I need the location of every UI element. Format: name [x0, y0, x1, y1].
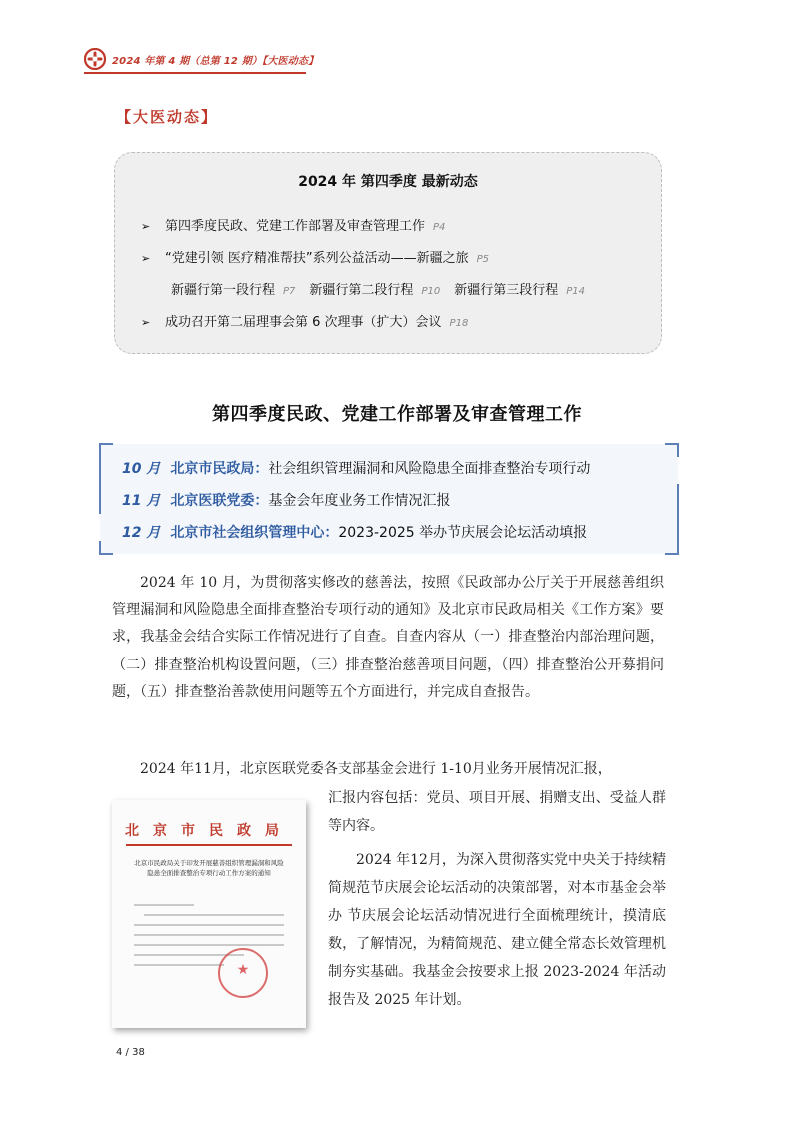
toc-subitem-page: P14 [566, 286, 585, 297]
section-tag: 【大医动态】 [116, 108, 219, 126]
arrow-bullet-icon: ➢ [141, 316, 151, 329]
box-edge [99, 456, 101, 514]
toc-item[interactable] [141, 311, 468, 330]
toc-subitem-text: 新疆行第三段行程 [454, 283, 559, 298]
toc-title: 2024 年 第四季度 最新动态 [298, 174, 478, 190]
toc-item-page: P5 [476, 254, 490, 265]
month-desc: 基金会年度业务工作情况汇报 [268, 493, 451, 509]
page-header [84, 48, 318, 70]
box-corner [665, 443, 679, 457]
doc-heading: 北京市民政局 [125, 823, 293, 839]
toc-item-text: 第四季度民政、党建工作部署及审查管理工作 [165, 219, 426, 234]
month-summary-box [100, 444, 678, 554]
toc-item[interactable] [141, 215, 445, 234]
box-corner [99, 443, 113, 457]
month-desc: 2023-2025 举办节庆展会论坛活动填报 [338, 525, 588, 541]
toc-item-text: 成功召开第二届理事会第 6 次理事（扩大）会议 [165, 315, 442, 330]
toc-item-page: P4 [433, 222, 446, 233]
month-row [122, 490, 450, 510]
heart-cross-logo-icon [84, 48, 106, 70]
toc-subitem[interactable] [309, 279, 440, 298]
toc-subitem[interactable] [454, 279, 585, 298]
doc-text-line [134, 944, 284, 946]
seal-star-icon: ★ [236, 962, 250, 978]
arrow-bullet-icon: ➢ [141, 220, 151, 233]
toc-box [114, 152, 662, 354]
doc-subtitle: 北京市民政局关于印发开展慈善组织管理漏洞和风险隐患全面排查整治专项行动工作方案的通知 [134, 859, 284, 877]
month-label: 11 月 [122, 493, 161, 509]
month-row [122, 458, 590, 478]
toc-item-text: “党建引领 医疗精准帮扶”系列公益活动——新疆之旅 [165, 251, 469, 266]
box-edge [677, 484, 679, 542]
toc-subitem-page: P7 [283, 286, 296, 297]
box-corner [99, 541, 113, 555]
toc-subitem[interactable] [171, 279, 295, 298]
month-org: 北京市民政局： [170, 461, 269, 477]
body-paragraph: 2024 年11月，北京医联党委各支部基金会进行 1-10月业务开展情况汇报， [140, 761, 612, 777]
doc-red-rule [126, 844, 292, 846]
month-desc: 社会组织管理漏洞和风险隐患全面排查整治专项行动 [268, 461, 591, 477]
month-label: 12 月 [122, 525, 161, 541]
month-row [122, 522, 587, 542]
toc-subitem-text: 新疆行第一段行程 [171, 283, 276, 298]
doc-text-line [134, 934, 284, 936]
month-label: 10 月 [122, 461, 161, 477]
body-paragraph: 2024 年 10 月，为贯彻落实修改的慈善法，按照《民政部办公厅关于开展慈善组织管理漏洞和风险隐患全面排查整治专项行动的通知》及北京市民政局相关《工作方案》要求，我基金会结合实际工作情况进行了自查。自查内容从（一）排查整治内部治理问题，（二）排查整治机构设置问题，（三）排查整治慈善项目问题，（四）排查整治公开募捐问题，（五）排查整治善款使用问题等五个方面进行，并完成自查报告。 [112, 575, 664, 700]
article-title: 第四季度民政、党建工作部署及审查管理工作 [212, 404, 582, 425]
toc-subitems [171, 279, 599, 298]
toc-subitem-page: P10 [421, 286, 441, 297]
toc-item[interactable] [141, 247, 489, 266]
doc-text-line [134, 924, 284, 926]
month-org: 北京医联党委： [170, 493, 269, 509]
body-paragraph-continued: 汇报内容包括：党员、项目开展、捐赠支出、受益人群等内容。 [328, 790, 666, 834]
doc-text-line [144, 914, 284, 916]
official-seal-icon [218, 948, 268, 998]
page-number: 4 / 38 [116, 1047, 145, 1058]
header-divider [84, 72, 306, 74]
header-issue-text: 2024 年第 4 期（总第 12 期）【大医动态】 [112, 55, 319, 67]
month-org: 北京市社会组织管理中心： [170, 525, 339, 541]
doc-text-line [134, 964, 224, 966]
toc-item-page: P18 [449, 318, 469, 329]
arrow-bullet-icon: ➢ [141, 252, 151, 265]
body-paragraph: 2024 年12月，为深入贯彻落实党中央关于持续精简规范节庆展会论坛活动的决策部署，对本市基金会举办 节庆展会论坛活动情况进行全面梳理统计，摸清底数，了解情况，为精简规范、建立健全常态长效管理机制夯实基础。我基金会按要求上报 2023-2024 年活动报告及 2025 年计划。 [328, 852, 666, 1008]
doc-text-line [134, 904, 194, 906]
toc-subitem-text: 新疆行第二段行程 [309, 283, 414, 298]
box-corner [665, 541, 679, 555]
notice-document-image [112, 800, 306, 1028]
